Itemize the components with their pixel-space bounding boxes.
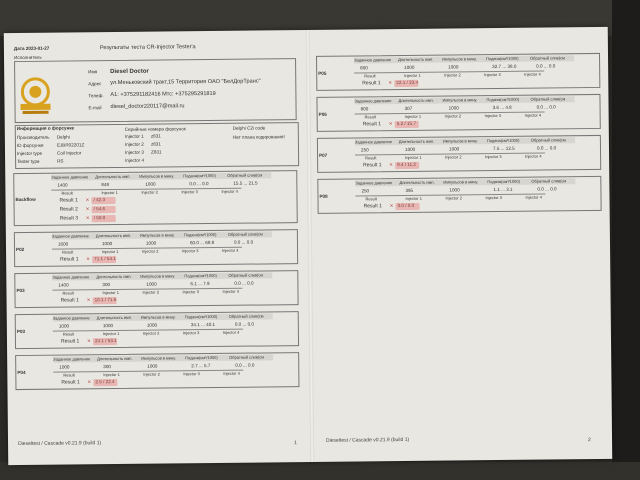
test-value: 307 xyxy=(404,105,413,111)
subcolumn-header: Injector 2 xyxy=(444,113,462,119)
column-header: Импульсов в мину. xyxy=(139,232,175,238)
test-value: 1000 xyxy=(59,364,70,370)
test-value: 1400 xyxy=(57,182,68,188)
result-value: 71.1 / 54.1 xyxy=(94,256,116,262)
report-page-1 xyxy=(4,30,309,465)
footer-page-1: 1 xyxy=(294,440,297,447)
company-address: ул.Меньковский тракт,15 Территория ОАО "БелДорТранс" xyxy=(110,78,261,87)
subcolumn-header: Injector 1 xyxy=(405,195,422,201)
info-label: Производитель xyxy=(16,134,50,141)
test-value: 848 xyxy=(101,182,110,188)
test-value: 1000 xyxy=(102,323,114,329)
subcolumn-header: Result xyxy=(61,190,73,196)
info-label: Injector type xyxy=(16,150,43,157)
test-value: 2.7 ... 5.7 xyxy=(191,363,211,369)
test-value: 0.0 ... 0.0 xyxy=(189,181,209,187)
serial-label: Injector 3 xyxy=(124,149,144,155)
subcolumn-header: Injector 1 xyxy=(102,289,119,296)
test-name: P02 xyxy=(15,246,25,252)
subcolumn-header: Injector 2 xyxy=(445,154,462,160)
result-cross-icon: ✕ xyxy=(86,338,91,344)
info-label: ID форсунки xyxy=(16,142,44,149)
column-header: Подача(см³/1000) xyxy=(486,55,519,62)
subcolumn-header: Injector 3 xyxy=(182,330,200,336)
test-value: 250 xyxy=(360,147,369,153)
column-header: Импульсов в мину. xyxy=(141,355,176,361)
result-label: Result 3 xyxy=(59,215,79,222)
footer-right: Dieseltest / Cascade v0.21.9 (build 1) xyxy=(326,436,410,444)
column-header: Заданное давление xyxy=(53,356,91,362)
test-name: P06 xyxy=(318,111,327,117)
column-header: Длительность имп. xyxy=(398,56,434,63)
column-header: Подача(см³/1000) xyxy=(486,96,520,103)
desk-background-bottom xyxy=(0,462,640,480)
serial-label: Injector 4 xyxy=(125,157,145,163)
test-value: 0.0 ... 0.0 xyxy=(536,104,556,110)
info-value: EJBR02201Z xyxy=(56,142,85,148)
test-value: 1000 xyxy=(147,363,158,369)
injector-info-heading: Информация о форсунке xyxy=(16,125,75,132)
subcolumn-header: Injector 2 xyxy=(142,289,159,295)
test-value: 1400 xyxy=(58,282,69,288)
footer-left: Dieseltest / Cascade v0.21.9 (build 1) xyxy=(18,440,102,448)
subcolumn-header: Injector 1 xyxy=(405,154,422,160)
result-value: 5.2 / 15.7 xyxy=(396,120,416,127)
test-value: 300 xyxy=(102,282,111,288)
result-cross-icon: ✕ xyxy=(85,206,90,212)
subcolumn-header: Result xyxy=(62,249,74,255)
test-value: 1000 xyxy=(448,105,459,111)
test-value: 3.6 ... 4.8 xyxy=(492,104,512,111)
column-header: Заданное давление xyxy=(354,98,392,104)
test-value: 250 xyxy=(361,188,370,194)
subcolumn-header: Injector 1 xyxy=(102,330,120,337)
company-phone: А1: +375291182416 Мтс: +375295291819 xyxy=(110,90,216,99)
subcolumn-header: Injector 1 xyxy=(103,371,120,378)
email-label: E-mail xyxy=(88,105,102,111)
result-label: Result 1 xyxy=(60,297,79,304)
test-value: 0.0 ... 0.0 xyxy=(234,321,254,327)
column-header: Обратный слив(см xyxy=(227,231,263,237)
subcolumn-header: Injector 2 xyxy=(444,72,461,78)
column-header: Длительность имп. xyxy=(95,173,131,180)
subcolumn-header: Injector 1 xyxy=(101,189,118,196)
subcolumn-header: Injector 1 xyxy=(102,248,119,255)
result-cross-icon: ✕ xyxy=(87,379,92,385)
test-value: 6.1 ... 7.9 xyxy=(190,281,210,287)
column-header: Длительность имп. xyxy=(398,97,434,104)
result-cross-icon: ✕ xyxy=(388,80,393,86)
footer-page-2: 2 xyxy=(588,437,591,444)
test-value: 1000 xyxy=(58,323,70,329)
column-header: Обратный слив(см xyxy=(530,55,565,61)
serial-value: z831 xyxy=(150,133,161,139)
serial-heading: Серийные номера форсунок xyxy=(124,126,186,132)
column-header: Длительность имп. xyxy=(97,355,133,362)
test-value: 0.0 ... 0.0 xyxy=(537,186,557,192)
result-value: / 42.3 xyxy=(93,197,106,203)
subcolumn-header: Injector 2 xyxy=(445,195,462,201)
subcolumn-header: Injector 1 xyxy=(404,72,421,78)
test-name: Backflow xyxy=(15,196,36,202)
subcolumn-header: Injector 4 xyxy=(222,329,240,335)
subcolumn-header: Injector 3 xyxy=(485,153,502,160)
info-value: Coil Injector xyxy=(56,150,82,156)
subcolumn-header: Injector 4 xyxy=(222,288,239,294)
subcolumn-header: Injector 4 xyxy=(525,153,542,159)
column-header: Обратный слив(см xyxy=(531,178,567,184)
subcolumn-header: Injector 4 xyxy=(525,194,542,200)
column-header: Заданное давление xyxy=(354,57,392,63)
executor-label: Исполнитель xyxy=(13,54,42,61)
column-header: Подача(см³/1000) xyxy=(183,172,216,179)
subcolumn-header: Result xyxy=(364,114,377,120)
column-header: Заданное давление xyxy=(51,233,89,239)
code-value: Нет плана кодирования! xyxy=(232,134,285,140)
result-cross-icon: ✕ xyxy=(85,215,90,221)
test-value: 1000 xyxy=(404,64,415,70)
subcolumn-header: Injector 4 xyxy=(223,370,240,376)
info-value: RS xyxy=(57,158,64,164)
subcolumn-header: Injector 3 xyxy=(182,289,199,295)
test-value: 1000 xyxy=(146,281,157,287)
test-value: 1000 xyxy=(448,64,459,70)
subcolumn-header: Injector 3 xyxy=(181,189,198,195)
subcolumn-header: Injector 3 xyxy=(485,194,502,201)
test-value: 0.0 ... 0.0 xyxy=(536,145,557,151)
address-label: Адрес xyxy=(88,81,102,87)
result-value: 9.4 / 11.2 xyxy=(397,161,417,168)
subcolumn-header: Injector 2 xyxy=(143,371,160,377)
subcolumn-header: Injector 3 xyxy=(484,112,502,119)
result-value: 22.1 / 23.4 xyxy=(396,79,419,86)
result-label: Result 1 xyxy=(60,338,80,345)
test-value: 0.0 ... 0.0 xyxy=(234,280,254,286)
serial-label: Injector 1 xyxy=(124,133,144,139)
column-header: Обратный слив(см xyxy=(530,96,566,102)
column-header: Обратный слив(см xyxy=(227,172,263,178)
result-label: Result 1 xyxy=(60,256,79,263)
test-name: P04 xyxy=(17,369,26,375)
serial-value: Z831 xyxy=(150,149,162,155)
column-header: Подача(см³/1000) xyxy=(486,137,520,144)
column-header: Длительность имп. xyxy=(399,179,435,186)
column-header: Импульсов в мину. xyxy=(442,97,478,103)
subcolumn-header: Injector 2 xyxy=(141,189,158,195)
column-header: Подача(см³/1000) xyxy=(185,354,218,361)
result-label: Result 1 xyxy=(362,121,382,128)
test-value: 32.7 ... 38.0 xyxy=(492,63,517,70)
subcolumn-header: Result xyxy=(63,372,75,378)
code-heading: Delphi C2i code xyxy=(232,125,266,131)
test-value: 1600 xyxy=(57,241,69,247)
column-header: Длительность имп. xyxy=(95,232,132,239)
test-value: 7.5 ... 12.5 xyxy=(492,145,515,152)
test-value: 395 xyxy=(405,187,414,193)
result-label: Result 2 xyxy=(59,206,78,213)
serial-value: z831 xyxy=(150,141,161,147)
test-name: P08 xyxy=(319,193,328,199)
serial-label: Injector 2 xyxy=(124,141,144,147)
column-header: Длительность имп. xyxy=(398,138,435,145)
column-header: Заданное давление xyxy=(354,139,392,145)
column-header: Заданное давление xyxy=(52,315,90,321)
column-header: Обратный слив(см xyxy=(228,272,264,278)
result-cross-icon: ✕ xyxy=(389,203,394,209)
subcolumn-header: Result xyxy=(364,73,376,79)
company-email: diesel_doctor220117@mail.ru xyxy=(110,103,185,111)
subcolumn-header: Injector 2 xyxy=(142,248,159,254)
diesel-doctor-logo-icon xyxy=(18,75,52,115)
test-value: 1000 xyxy=(101,241,113,247)
subcolumn-header: Injector 3 xyxy=(182,248,199,254)
test-value: 0.0 ... 0.0 xyxy=(235,362,255,368)
phone-label: Телеф. xyxy=(88,93,104,99)
test-value: 1000 xyxy=(146,322,158,328)
test-value: 800 xyxy=(360,65,368,71)
desk-background-right xyxy=(612,0,640,480)
result-value: / 54.6 xyxy=(93,206,106,212)
test-value: 1000 xyxy=(145,240,157,246)
test-value: 34.1 ... 40.1 xyxy=(190,321,216,328)
result-value: 24.1 / 53.1 xyxy=(94,338,117,344)
subcolumn-header: Result xyxy=(365,155,377,161)
subcolumn-header: Injector 2 xyxy=(142,330,160,336)
subcolumn-header: Injector 3 xyxy=(183,371,200,377)
report-title: Результаты теста CR-Injector Tester'a xyxy=(99,44,196,52)
company-name: Diesel Doctor xyxy=(110,68,149,76)
result-label: Result 1 xyxy=(59,197,78,204)
subcolumn-header: Result xyxy=(62,331,75,337)
result-label: Result 1 xyxy=(363,162,382,169)
result-label: Result 1 xyxy=(363,203,382,210)
subcolumn-header: Injector 4 xyxy=(524,112,542,118)
subcolumn-header: Injector 4 xyxy=(222,247,239,253)
result-label: Result 1 xyxy=(362,80,381,87)
test-value: 800 xyxy=(360,106,369,112)
column-header: Подача(см³/1000) xyxy=(184,313,218,320)
column-header: Импульсов в мину. xyxy=(442,56,477,62)
test-name: P05 xyxy=(318,70,327,76)
column-header: Импульсов в мину. xyxy=(140,273,176,279)
test-value: 60.0 ... 68.8 xyxy=(189,239,215,246)
test-name: P07 xyxy=(319,152,328,158)
test-value: 0.0 ... 0.0 xyxy=(233,239,254,245)
result-value: 2.5 / 22.4 xyxy=(95,379,115,385)
test-value: 1000 xyxy=(449,187,460,193)
column-header: Заданное давление xyxy=(355,180,393,186)
report-date: Дата 2023-01-27 xyxy=(13,45,50,52)
column-header: Подача(см³/1000) xyxy=(184,272,217,279)
test-value: 1.1 ... 3.1 xyxy=(493,186,513,193)
report-page-2 xyxy=(312,27,613,462)
result-cross-icon: ✕ xyxy=(85,197,90,203)
subcolumn-header: Result xyxy=(365,196,377,202)
column-header: Импульсов в мину. xyxy=(443,179,479,185)
column-header: Импульсов в мину. xyxy=(140,314,176,320)
result-value: 10.1 / 71.6 xyxy=(94,297,117,303)
test-value: 1000 xyxy=(448,146,460,152)
column-header: Подача(см³/1000) xyxy=(183,231,217,238)
subcolumn-header: Result xyxy=(62,290,74,296)
column-header: Обратный слив(см xyxy=(229,354,264,360)
test-value: 300 xyxy=(103,364,111,370)
test-value: 0.0 ... 0.0 xyxy=(536,63,556,69)
result-cross-icon: ✕ xyxy=(389,162,394,168)
test-value: 15.5 ... 21.5 xyxy=(233,180,258,186)
column-header: Подача(см³/1000) xyxy=(487,178,520,185)
info-value: Delphi xyxy=(56,134,70,140)
column-header: Обратный слив(см xyxy=(228,313,264,319)
result-value: 0.0 / 0.0 xyxy=(397,202,415,209)
column-header: Импульсов в мину. xyxy=(139,173,175,179)
column-header: Импульсов в мину. xyxy=(442,138,478,144)
column-header: Заданное давление xyxy=(52,274,90,280)
test-value: 1000 xyxy=(404,146,416,152)
subcolumn-header: Injector 1 xyxy=(404,113,422,119)
subcolumn-header: Injector 4 xyxy=(221,188,238,194)
column-header: Длительность имп. xyxy=(96,273,132,280)
result-cross-icon: ✕ xyxy=(388,121,393,127)
result-cross-icon: ✕ xyxy=(86,297,91,303)
test-name: P03 xyxy=(16,287,25,293)
result-label: Result 1 xyxy=(61,379,80,386)
subcolumn-header: Injector 4 xyxy=(524,71,541,77)
result-cross-icon: ✕ xyxy=(86,256,91,262)
result-value: / 50.0 xyxy=(93,215,106,221)
column-header: Длительность имп. xyxy=(96,314,133,321)
test-name: P03 xyxy=(16,328,26,334)
test-value: 1000 xyxy=(145,181,156,187)
subcolumn-header: Injector 3 xyxy=(484,71,501,78)
info-label: Tester type xyxy=(17,158,40,165)
column-header: Обратный слив(см xyxy=(530,137,566,143)
column-header: Заданное давление xyxy=(51,174,89,180)
printed-report xyxy=(4,27,612,465)
name-label: Имя xyxy=(88,69,98,75)
